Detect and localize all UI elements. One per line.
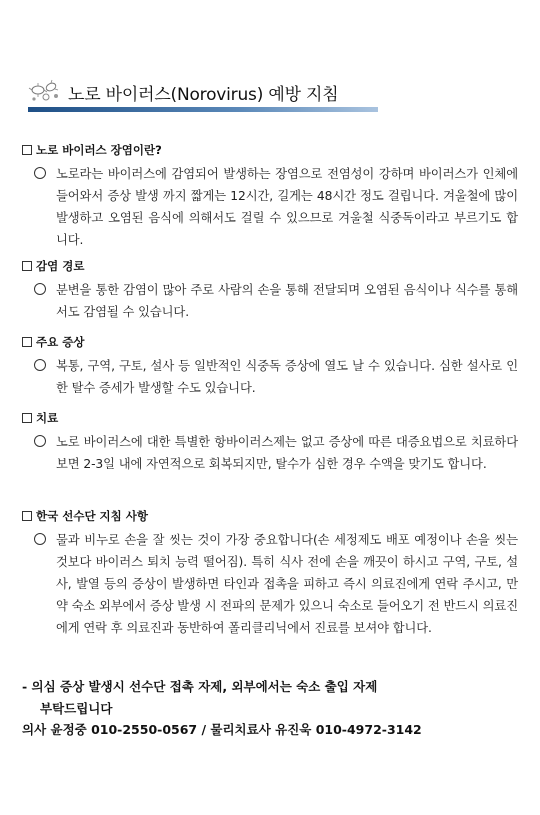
section-paragraph: 노로라는 바이러스에 감염되어 발생하는 장염으로 전염성이 강하며 바이러스가 인체에 들어와서 증상 발생 까지 짧게는 12시간, 길게는 48시간 정도 걸립니다. 겨울철에 많이 발생하고 오염된 음식에 의해서도 걸릴 수 있으므로 겨울철 식중독이라고 부르기도 합니다. [56,167,518,247]
section-paragraph: 복통, 구역, 구토, 설사 등 일반적인 식중독 증상에 열도 날 수 있습니다. 심한 설사로 인한 탈수 증세가 발생할 수도 있습니다. [56,359,518,395]
circle-bullet-icon [34,167,46,179]
section-heading: 한국 선수단 지침 사항 [22,508,518,524]
circle-bullet-icon [34,359,46,371]
circle-bullet-icon [34,435,46,447]
section-symptoms [22,334,518,399]
section-paragraph: 물과 비누로 손을 잘 씻는 것이 가장 중요합니다(손 세정제도 배포 예정이나 손을 씻는 것보다 바이러스 퇴치 능력 떨어짐). 특히 식사 전에 손을 깨끗이 하시고 구역, 구토, 설사, 발열 등의 증상이 발생하면 타인과 접촉을 피하고 즉시 의료진에게 연락 주시고, 만약 숙소 외부에서 증상 발생 시 전파의 문제가 있으니 숙소로 들어오기 전 반드시 의료진에게 연락 후 의료진과 동반하여 폴리클리닉에서 진료를 보셔야 합니다. [56,533,518,635]
checkbox-square-icon [22,261,32,271]
section-paragraph: 분변을 통한 감염이 많아 주로 사람의 손을 통해 전달되며 오염된 음식이나 식수를 통해서도 감염될 수 있습니다. [56,283,518,319]
section-paragraph: 노로 바이러스에 대한 특별한 항바이러스제는 없고 증상에 따른 대증요법으로 치료하다 보면 2-3일 내에 자연적으로 회복되지만, 탈수가 심한 경우 수액을 맞기도 합니다. [56,435,518,471]
checkbox-square-icon [22,413,32,423]
section-heading: 노로 바이러스 장염이란? [22,142,518,158]
section-heading: 감염 경로 [22,258,518,274]
section-transmission [22,258,518,323]
bacteria-illustration-icon [28,78,62,104]
circle-bullet-icon [34,533,46,545]
notice-line-1: - 의심 증상 발생시 선수단 접촉 자제, 외부에서는 숙소 출입 자제 [22,679,378,694]
checkbox-square-icon [22,145,32,155]
notice-block [22,676,518,720]
section-treatment [22,410,518,475]
title-block [28,76,378,116]
section-team-guidelines [22,508,518,639]
section-definition [22,142,518,251]
circle-bullet-icon [34,283,46,295]
title-underline-bar [28,107,378,112]
notice-line-2: 부탁드립니다 [40,701,113,716]
contact-line: 의사 윤정중 010-2550-0567 / 물리치료사 유진욱 010-4972-3142 [22,722,422,737]
checkbox-square-icon [22,337,32,347]
section-heading: 치료 [22,410,518,426]
checkbox-square-icon [22,511,32,521]
section-heading: 주요 증상 [22,334,518,350]
page-title: 노로 바이러스(Norovirus) 예방 지침 [68,85,339,105]
